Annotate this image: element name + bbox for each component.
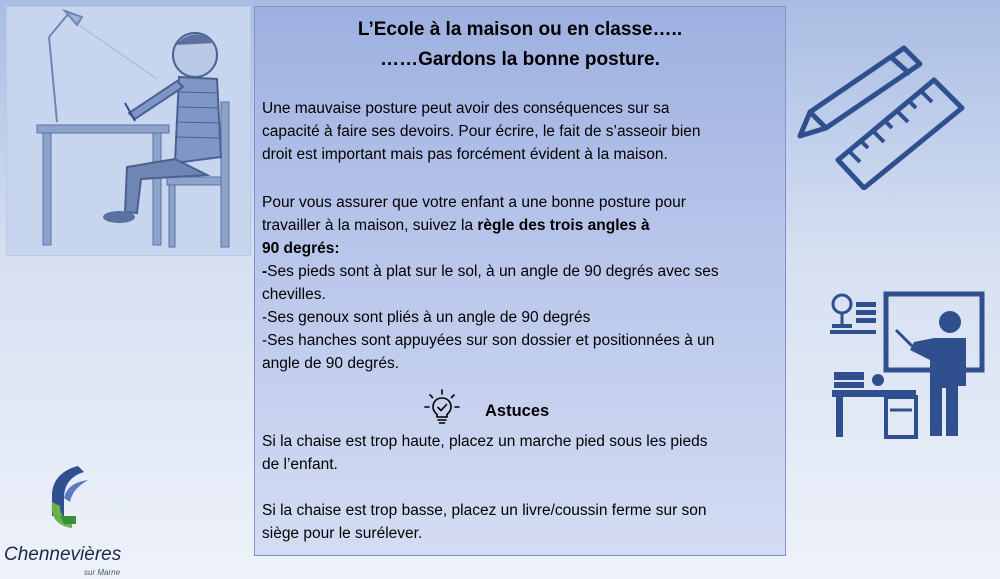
text-line — [262, 237, 780, 260]
title-line-1: L’Ecole à la maison ou en classe….. — [357, 19, 683, 40]
text-line: -Ses hanches sont appuyées sur son dossier et positionnées à un — [262, 332, 715, 349]
text-line: de l’enfant. — [262, 456, 338, 473]
logo-subtitle: sur Marne — [84, 568, 121, 577]
tip-high-chair — [262, 430, 780, 476]
posture-info-panel — [254, 6, 786, 556]
text-line: siège pour le surélever. — [262, 525, 423, 542]
tips-heading — [423, 389, 623, 425]
rule-paragraph — [262, 191, 780, 375]
rule-name-end: 90 degrés: — [262, 240, 340, 257]
text-line: droit est important mais pas forcément évident à la maison. — [262, 146, 668, 163]
pencil-ruler-icon — [792, 40, 967, 190]
text-line: capacité à faire ses devoirs. Pour écrire, le fait de s’asseoir bien — [262, 123, 701, 140]
text-line: Si la chaise est trop basse, placez un livre/coussin ferme sur son — [262, 502, 707, 519]
text-line: angle de 90 degrés. — [262, 355, 400, 372]
text-line: Pour vous assurer que votre enfant a une bonne posture pour — [262, 194, 686, 211]
text-line: Une mauvaise posture peut avoir des conséquences sur sa — [262, 100, 670, 117]
text-segment: travailler à la maison, suivez la — [262, 217, 478, 234]
title-line-2: ……Gardons la bonne posture. — [380, 49, 660, 70]
logo-name: Chennevières — [4, 544, 122, 565]
intro-paragraph — [262, 97, 780, 166]
tips-label: Astuces — [485, 402, 550, 420]
text-line: Si la chaise est trop haute, placez un marche pied sous les pieds — [262, 433, 708, 450]
tip-low-chair — [262, 499, 780, 545]
rule-name: règle des trois angles à — [477, 217, 650, 234]
teacher-icon — [826, 288, 986, 440]
text-line — [262, 260, 780, 283]
text-line: chevilles. — [262, 286, 326, 303]
text-line: -Ses genoux sont pliés à un angle de 90 degrés — [262, 309, 591, 326]
child-desk-illustration — [6, 6, 251, 256]
text-segment: Ses pieds sont à plat sur le sol, à un angle de 90 degrés avec ses — [267, 263, 719, 280]
bullet-dash: - — [262, 263, 268, 280]
lightbulb-icon — [423, 389, 461, 427]
text-line — [262, 214, 780, 237]
